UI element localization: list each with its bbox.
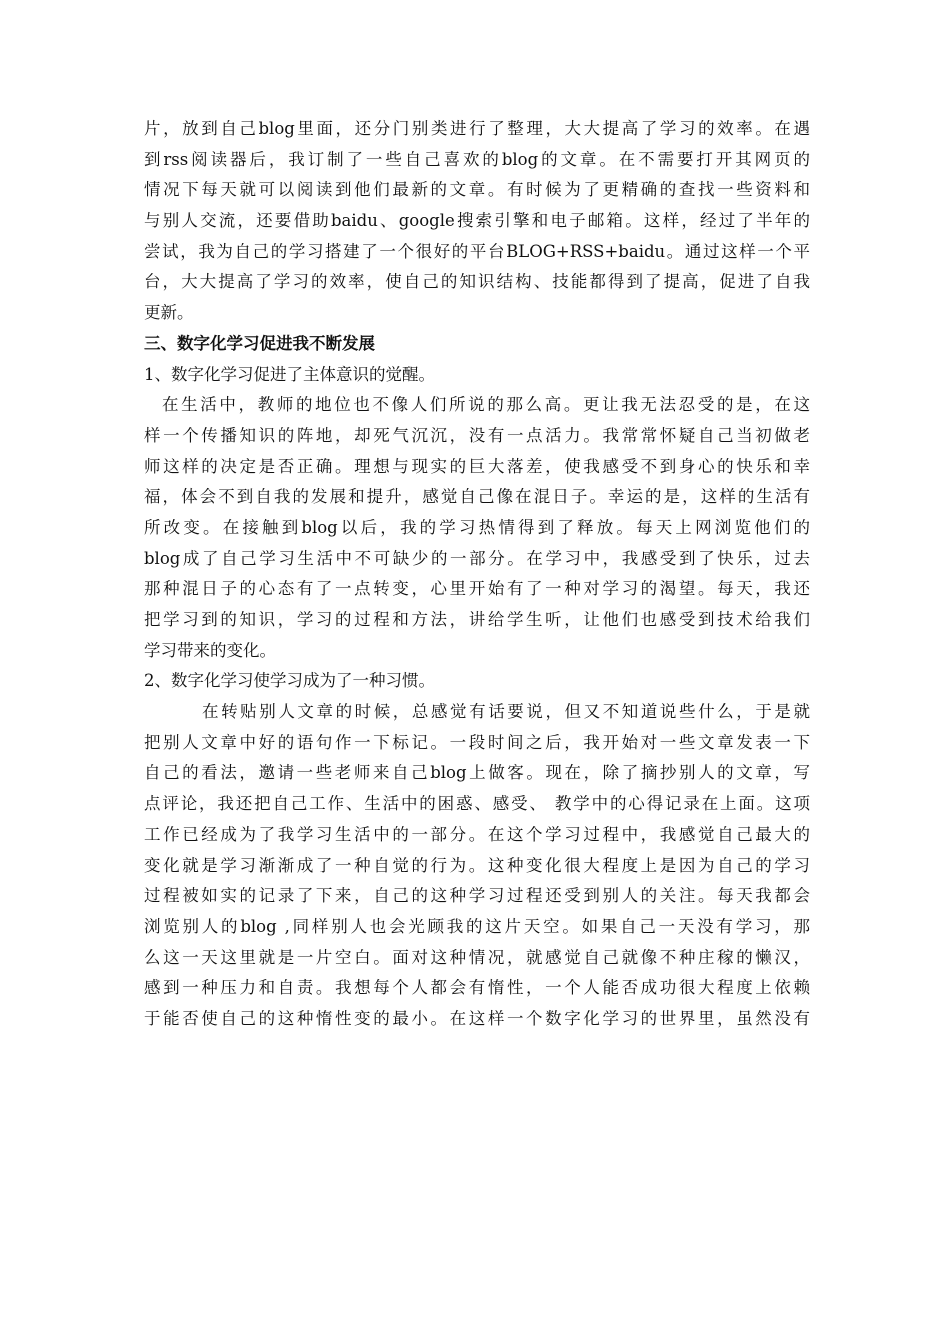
body-line-5: 尝试，我为自己的学习搭建了一个很好的平台BLOG+RSS+baidu。通过这样一个平	[144, 241, 810, 261]
body-line-11: 样一个传播知识的阵地，却死气沉沉，没有一点活力。我常常怀疑自己当初做老	[144, 425, 810, 445]
body-line-4: 与别人交流，还要借助baidu、google搜索引擎和电子邮箱。这样，经过了半年的	[144, 211, 810, 231]
body-line-10: 在生活中，教师的地位也不像人们所说的那么高。更让我无法忍受的是，在这	[162, 395, 810, 415]
document-body	[144, 114, 810, 1035]
body-line-30: 于能否使自己的这种惰性变的最小。在这样一个数字化学习的世界里，虽然没有	[144, 1008, 810, 1028]
section-heading: 三、数字化学习促进我不断发展	[144, 333, 375, 353]
body-line-7: 更新。	[144, 303, 194, 323]
body-line-13: 福，体会不到自我的发展和提升，感觉自己像在混日子。幸运的是，这样的生活有	[144, 487, 810, 507]
body-line-21: 把别人文章中好的语句作一下标记。一段时间之后，我开始对一些文章发表一下	[144, 732, 810, 752]
body-line-15: blog成了自己学习生活中不可缺少的一部分。在学习中，我感受到了快乐，过去	[144, 548, 810, 568]
body-line-14: 所改变。在接触到blog以后，我的学习热情得到了释放。每天上网浏览他们的	[144, 517, 810, 537]
body-line-3: 情况下每天就可以阅读到他们最新的文章。有时候为了更精确的查找一些资料和	[144, 180, 810, 200]
body-line-6: 台，大大提高了学习的效率，使自己的知识结构、技能都得到了提高，促进了自我	[144, 272, 810, 292]
body-line-12: 师这样的决定是否正确。理想与现实的巨大落差，使我感受不到身心的快乐和幸	[144, 456, 810, 476]
body-line-16: 那种混日子的心态有了一点转变，心里开始有了一种对学习的渴望。每天，我还	[144, 579, 810, 599]
subheading-2: 2、数字化学习使学习成为了一种习惯。	[144, 671, 435, 691]
body-line-17: 把学习到的知识，学习的过程和方法，讲给学生听，让他们也感受到技术给我们	[144, 610, 810, 629]
body-line-20: 在转贴别人文章的时候，总感觉有话要说，但又不知道说些什么，于是就	[202, 702, 810, 722]
body-line-28: 么这一天这里就是一片空白。面对这种情况，就感觉自己就像不种庄稼的懒汉，	[144, 947, 810, 967]
body-line-2: 到rss阅读器后，我订制了一些自己喜欢的blog的文章。在不需要打开其网页的	[144, 149, 810, 169]
body-line-27: 浏览别人的blog ,同样别人也会光顾我的这片天空。如果自己一天没有学习，那	[144, 916, 810, 936]
body-line-25: 变化就是学习渐渐成了一种自觉的行为。这种变化很大程度上是因为自己的学习	[144, 855, 810, 875]
subheading-1: 1、数字化学习促进了主体意识的觉醒。	[144, 364, 435, 384]
body-line-26: 过程被如实的记录了下来，自己的这种学习过程还受到别人的关注。每天我都会	[144, 886, 810, 906]
body-line-22: 自己的看法，邀请一些老师来自己blog上做客。现在，除了摘抄别人的文章，写	[144, 763, 810, 783]
body-line-23: 点评论，我还把自己工作、生活中的困惑、感受、 教学中的心得记录在上面。这项	[144, 794, 810, 814]
body-line-29: 感到一种压力和自责。我想每个人都会有惰性，一个人能否成功很大程度上依赖	[144, 978, 810, 998]
body-line-24: 工作已经成为了我学习生活中的一部分。在这个学习过程中，我感觉自己最大的	[144, 824, 810, 844]
body-line-18: 学习带来的变化。	[144, 640, 276, 660]
body-line-1: 片，放到自己blog里面，还分门别类进行了整理，大大提高了学习的效率。在遇	[144, 119, 810, 138]
